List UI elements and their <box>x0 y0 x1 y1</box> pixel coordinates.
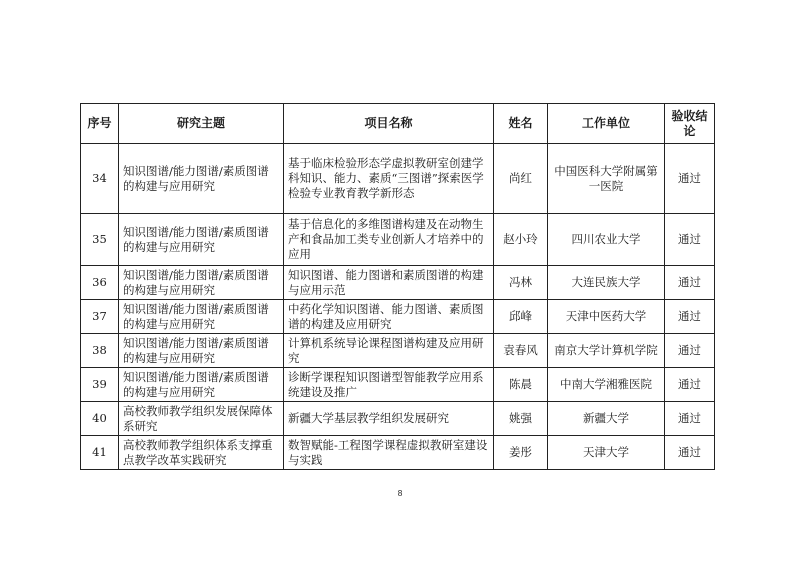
cell-no: 36 <box>81 266 119 300</box>
header-project: 项目名称 <box>284 104 494 144</box>
cell-unit: 天津中医药大学 <box>548 300 665 334</box>
cell-name: 赵小玲 <box>494 214 548 266</box>
table-row <box>81 402 715 436</box>
cell-topic: 知识图谱/能力图谱/素质图谱的构建与应用研究 <box>119 300 284 334</box>
cell-project: 基于临床检验形态学虚拟教研室创建学科知识、能力、素质“三图谱”探索医学检验专业教育教学新形态 <box>284 144 494 214</box>
cell-topic: 知识图谱/能力图谱/素质图谱的构建与应用研究 <box>119 334 284 368</box>
cell-topic: 高校教师教学组织体系支撑重点教学改革实践研究 <box>119 436 284 470</box>
cell-result: 通过 <box>665 402 715 436</box>
cell-no: 37 <box>81 300 119 334</box>
cell-unit: 中南大学湘雅医院 <box>548 368 665 402</box>
table-header-row <box>81 104 715 144</box>
cell-result: 通过 <box>665 144 715 214</box>
cell-project: 诊断学课程知识图谱型智能教学应用系统建设及推广 <box>284 368 494 402</box>
table-row <box>81 144 715 214</box>
cell-no: 35 <box>81 214 119 266</box>
cell-topic: 高校教师教学组织发展保障体系研究 <box>119 402 284 436</box>
acceptance-results-table <box>80 103 715 470</box>
header-result: 验收结论 <box>665 104 715 144</box>
table-row <box>81 436 715 470</box>
cell-no: 34 <box>81 144 119 214</box>
cell-name: 姜彤 <box>494 436 548 470</box>
cell-result: 通过 <box>665 300 715 334</box>
cell-no: 38 <box>81 334 119 368</box>
cell-unit: 新疆大学 <box>548 402 665 436</box>
cell-project: 计算机系统导论课程图谱构建及应用研究 <box>284 334 494 368</box>
cell-project: 中药化学知识图谱、能力图谱、素质图谱的构建及应用研究 <box>284 300 494 334</box>
cell-topic: 知识图谱/能力图谱/素质图谱的构建与应用研究 <box>119 214 284 266</box>
table-row <box>81 334 715 368</box>
table-row <box>81 214 715 266</box>
cell-name: 尚红 <box>494 144 548 214</box>
cell-name: 姚强 <box>494 402 548 436</box>
cell-project: 新疆大学基层教学组织发展研究 <box>284 402 494 436</box>
cell-unit: 大连民族大学 <box>548 266 665 300</box>
cell-result: 通过 <box>665 334 715 368</box>
page-number: 8 <box>397 489 403 498</box>
header-name: 姓名 <box>494 104 548 144</box>
cell-name: 冯林 <box>494 266 548 300</box>
cell-name: 袁春风 <box>494 334 548 368</box>
cell-result: 通过 <box>665 368 715 402</box>
cell-topic: 知识图谱/能力图谱/素质图谱的构建与应用研究 <box>119 368 284 402</box>
cell-result: 通过 <box>665 214 715 266</box>
cell-unit: 四川农业大学 <box>548 214 665 266</box>
cell-name: 邱峰 <box>494 300 548 334</box>
header-topic: 研究主题 <box>119 104 284 144</box>
cell-topic: 知识图谱/能力图谱/素质图谱的构建与应用研究 <box>119 266 284 300</box>
cell-result: 通过 <box>665 266 715 300</box>
cell-unit: 南京大学计算机学院 <box>548 334 665 368</box>
cell-name: 陈晨 <box>494 368 548 402</box>
cell-no: 39 <box>81 368 119 402</box>
table-row <box>81 368 715 402</box>
table-row <box>81 300 715 334</box>
table-row <box>81 266 715 300</box>
cell-project: 基于信息化的多维图谱构建及在动物生产和食品加工类专业创新人才培养中的应用 <box>284 214 494 266</box>
cell-no: 40 <box>81 402 119 436</box>
cell-unit: 中国医科大学附属第一医院 <box>548 144 665 214</box>
header-no: 序号 <box>81 104 119 144</box>
cell-project: 知识图谱、能力图谱和素质图谱的构建与应用示范 <box>284 266 494 300</box>
cell-result: 通过 <box>665 436 715 470</box>
cell-topic: 知识图谱/能力图谱/素质图谱的构建与应用研究 <box>119 144 284 214</box>
cell-unit: 天津大学 <box>548 436 665 470</box>
cell-no: 41 <box>81 436 119 470</box>
header-unit: 工作单位 <box>548 104 665 144</box>
cell-project: 数智赋能-工程图学课程虚拟教研室建设与实践 <box>284 436 494 470</box>
